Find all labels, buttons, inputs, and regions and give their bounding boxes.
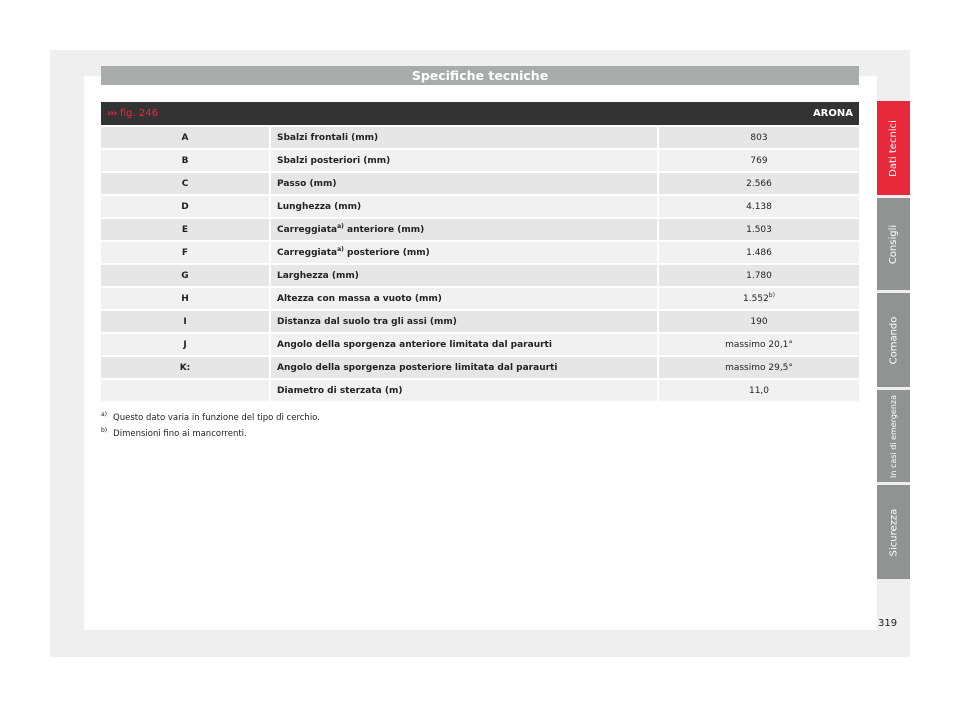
dimension-letter: C xyxy=(101,173,271,194)
dimension-letter: J xyxy=(101,334,271,355)
tab-label: Consigli xyxy=(888,224,899,264)
footnote-text: Dimensioni fino ai mancorrenti. xyxy=(113,429,247,439)
footnote-ref[interactable]: a) xyxy=(337,222,344,230)
dimension-value xyxy=(659,288,859,309)
dimension-value xyxy=(659,311,859,332)
dimension-letter: H xyxy=(101,288,271,309)
dimension-description xyxy=(271,380,659,401)
table-row xyxy=(101,265,859,286)
dimension-description xyxy=(271,196,659,217)
dimension-letter xyxy=(101,380,271,401)
description-suffix: posteriore (mm) xyxy=(343,247,430,258)
dimension-description xyxy=(271,288,659,309)
dimension-value xyxy=(659,380,859,401)
tab-in-casi-di-emergenza[interactable] xyxy=(877,390,910,482)
footnote-b xyxy=(101,426,320,442)
table-row xyxy=(101,196,859,217)
description-text: Diametro di sterzata (m) xyxy=(277,385,403,396)
value-text: 1.503 xyxy=(746,224,772,235)
table-row xyxy=(101,288,859,309)
value-text: massimo 29,5° xyxy=(725,362,793,373)
figure-link[interactable]: fig. 246 xyxy=(119,108,158,119)
table-row xyxy=(101,334,859,355)
description-text: Sbalzi posteriori (mm) xyxy=(277,155,391,166)
description-text: Carreggiata xyxy=(277,247,338,258)
tab-label: Sicurezza xyxy=(888,508,900,556)
value-text: 1.780 xyxy=(746,270,772,281)
table-row xyxy=(101,150,859,171)
page-number: 319 xyxy=(878,618,898,629)
value-text: 803 xyxy=(750,132,768,143)
header-description xyxy=(271,102,659,125)
description-text: Carreggiata xyxy=(277,224,338,235)
dimension-description xyxy=(271,357,659,378)
dimension-value xyxy=(659,196,859,217)
dimension-description xyxy=(271,127,659,148)
dimension-value xyxy=(659,242,859,263)
dimension-value xyxy=(659,150,859,171)
dimension-letter: I xyxy=(101,311,271,332)
value-text: massimo 20,1° xyxy=(725,339,793,350)
footnote-ref[interactable]: b) xyxy=(768,291,775,299)
table-row xyxy=(101,127,859,148)
table-header-row xyxy=(101,102,859,125)
dimension-value xyxy=(659,357,859,378)
description-text: Larghezza (mm) xyxy=(277,270,359,281)
dimension-value xyxy=(659,334,859,355)
footnote-ref[interactable]: a) xyxy=(337,245,344,253)
tab-comando[interactable] xyxy=(877,293,910,387)
ref-arrows-icon: ››› xyxy=(107,108,117,119)
table-row xyxy=(101,380,859,401)
footnotes xyxy=(101,410,320,442)
value-text: 1.552 xyxy=(743,293,769,304)
footnote-a xyxy=(101,410,320,426)
dimension-value xyxy=(659,173,859,194)
tab-sicurezza[interactable] xyxy=(877,485,910,579)
dimension-letter: F xyxy=(101,242,271,263)
table-row xyxy=(101,357,859,378)
dimension-letter: G xyxy=(101,265,271,286)
description-text: Passo (mm) xyxy=(277,178,337,189)
value-text: 190 xyxy=(750,316,768,327)
description-text: Altezza con massa a vuoto (mm) xyxy=(277,293,442,304)
description-text: Distanza dal suolo tra gli assi (mm) xyxy=(277,316,457,327)
dimension-value xyxy=(659,127,859,148)
dimension-description xyxy=(271,265,659,286)
tab-label: In casi di emergenza xyxy=(889,394,899,478)
tab-consigli[interactable] xyxy=(877,198,910,290)
dimension-letter: K: xyxy=(101,357,271,378)
description-suffix: anteriore (mm) xyxy=(343,224,425,235)
dimension-value xyxy=(659,219,859,240)
footnote-mark: b) xyxy=(101,427,108,435)
dimension-description xyxy=(271,334,659,355)
section-title: Specifiche tecniche xyxy=(101,66,859,85)
footnote-text: Questo dato varia in funzione del tipo di cerchio. xyxy=(113,413,320,423)
tab-label: Comando xyxy=(888,316,899,364)
dimension-letter: B xyxy=(101,150,271,171)
header-model: ARONA xyxy=(659,102,859,125)
value-text: 11,0 xyxy=(748,385,770,396)
value-text: 4.138 xyxy=(746,201,772,212)
dimension-letter: A xyxy=(101,127,271,148)
spec-table xyxy=(101,100,859,403)
dimension-value xyxy=(659,265,859,286)
value-text: 2.566 xyxy=(746,178,772,189)
table-row xyxy=(101,173,859,194)
dimension-description xyxy=(271,150,659,171)
figure-reference[interactable] xyxy=(101,102,271,125)
dimension-description xyxy=(271,242,659,263)
tab-dati-tecnici[interactable] xyxy=(877,101,910,195)
description-text: Sbalzi frontali (mm) xyxy=(277,132,379,143)
description-text: Angolo della sporgenza posteriore limitata dal paraurti xyxy=(277,362,558,373)
tab-label: Dati tecnici xyxy=(888,119,900,177)
chapter-tabs xyxy=(877,101,910,582)
table-row xyxy=(101,219,859,240)
value-text: 769 xyxy=(750,155,768,166)
dimension-description xyxy=(271,173,659,194)
dimension-description xyxy=(271,219,659,240)
value-text: 1.486 xyxy=(746,247,772,258)
table-row xyxy=(101,242,859,263)
table-row xyxy=(101,311,859,332)
description-text: Lunghezza (mm) xyxy=(277,201,362,212)
description-text: Angolo della sporgenza anteriore limitata dal paraurti xyxy=(277,339,552,350)
dimension-letter: E xyxy=(101,219,271,240)
dimension-letter: D xyxy=(101,196,271,217)
footnote-mark: a) xyxy=(101,411,108,419)
dimension-description xyxy=(271,311,659,332)
